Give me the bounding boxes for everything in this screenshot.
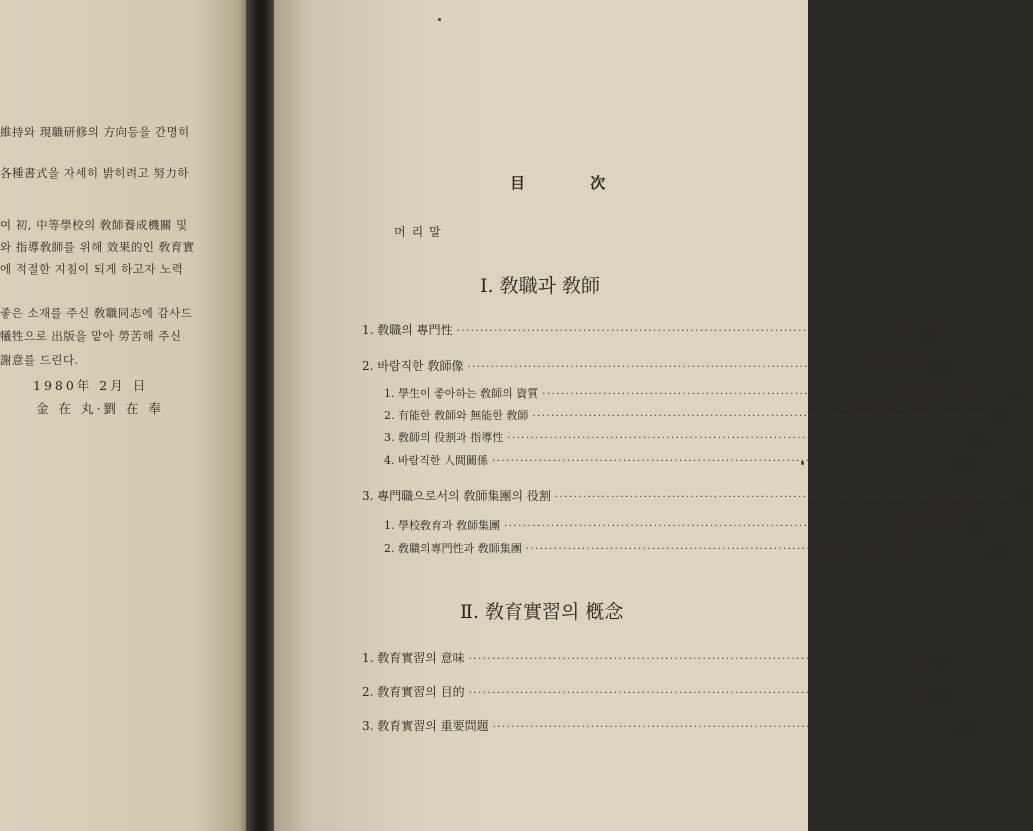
toc-leader-dots: ·································································································· [504,521,963,532]
toc-subentry [384,452,971,470]
toc-leader-dots: ·································································································· [525,544,985,555]
book-gutter [246,0,274,831]
toc-title: 目 次 [510,174,636,192]
toc-entry-page: 31 [968,522,983,535]
preface-text-line: 좋은 소재를 주신 敎職同志에 감사드 [0,306,193,320]
toc-entry-label: 3. 敎育實習의 重要問題 [362,719,489,733]
toc-entry-label: 4. 바람직한 人間關係 [384,454,488,467]
toc-entry-page: 35 [933,655,948,668]
toc-leader-dots: ·································································································· [492,722,952,733]
toc-entry [362,357,946,376]
toc-subentry [384,517,983,535]
preface-text-line: 謝意를 드린다. [0,353,79,367]
preface-text-line: 와 指導敎師를 위해 效果的인 敎育實 [0,240,195,254]
toc-entry-page: 43 [957,723,972,736]
toc-leader-dots: ·································································································· [507,433,966,444]
toc-entry-page: 31 [1019,493,1033,506]
toc-entry-page: 16 [931,363,946,376]
preface-date: 1980年 2月 日 [33,378,149,393]
toc-entry-label: 3. 敎師의 役割과 指導性 [384,431,504,444]
toc-entry-label: 2. 바람직한 敎師像 [362,359,464,373]
toc-leader-dots: ·································································································· [532,411,991,422]
preface-text-line: 維持와 現職研修의 方向등을 간명히 [0,125,190,139]
toc-entry-label: 1. 敎職의 專門性 [362,323,453,337]
preface-authors: 金 在 丸·劉 在 奉 [36,401,164,416]
toc-leader-dots: ·································································································· [542,389,1001,400]
toc-subentry [384,429,986,447]
toc-entry [362,321,936,340]
toc-entry-label: 1. 敎育實習의 意味 [362,651,465,665]
toc-leader-dots: ·································································································· [456,326,916,337]
toc-subentry [384,385,1021,403]
part-heading: Ⅱ. 敎育實習의 槪念 [460,601,624,623]
toc-preface: 머리말 [394,225,447,239]
toc-leader-dots: ·································································································· [492,456,951,467]
paper-speck [438,18,441,21]
toc-subentry [384,407,1011,425]
toc-entry [362,487,1033,506]
toc-entry-page: 17 [1006,390,1021,403]
toc-entry [362,717,972,736]
left-page [0,0,246,831]
toc-entry-label: 2. 敎職의專門性과 敎師集團 [384,542,522,555]
toc-leader-dots: ·································································································· [468,688,928,699]
toc-entry-page: 28 [956,457,971,470]
toc-entry-label: 1. 學生이 좋아하는 敎師의 資質 [384,387,539,400]
right-page [274,0,1033,831]
toc-entry-page: 21 [996,412,1011,425]
toc-leader-dots: ·································································································· [467,362,926,373]
toc-entry-label: 3. 專門職으로서의 敎師集團의 役割 [362,489,551,503]
toc-entry-label: 2. 敎育實習의 目的 [362,685,465,699]
toc-entry-page: 13 [921,327,936,340]
toc-entry [362,683,948,702]
preface-text-line: 犧牲으로 出版을 맡아 勞苦해 주신 [0,329,182,343]
toc-entry-page: 40 [933,689,948,702]
preface-text-line: 各種書式을 자세히 밝히려고 努力하 [0,166,189,180]
toc-leader-dots: ·································································································· [554,492,1014,503]
toc-leader-dots: ·································································································· [468,654,928,665]
preface-text-line: 에 적절한 지침이 되게 하고자 노력 [0,262,184,276]
toc-subentry [384,540,1005,558]
part-heading: Ⅰ. 敎職과 敎師 [480,275,600,297]
preface-text-line: 여 初, 中等學校의 敎師養成機關 및 [0,218,188,232]
toc-entry-page: 23 [971,434,986,447]
toc-entry-label: 2. 有能한 敎師와 無能한 敎師 [384,409,529,422]
toc-entry-label: 1. 學校敎育과 敎師集團 [384,519,501,532]
toc-entry-page: 31 [990,545,1005,558]
toc-entry [362,649,948,668]
